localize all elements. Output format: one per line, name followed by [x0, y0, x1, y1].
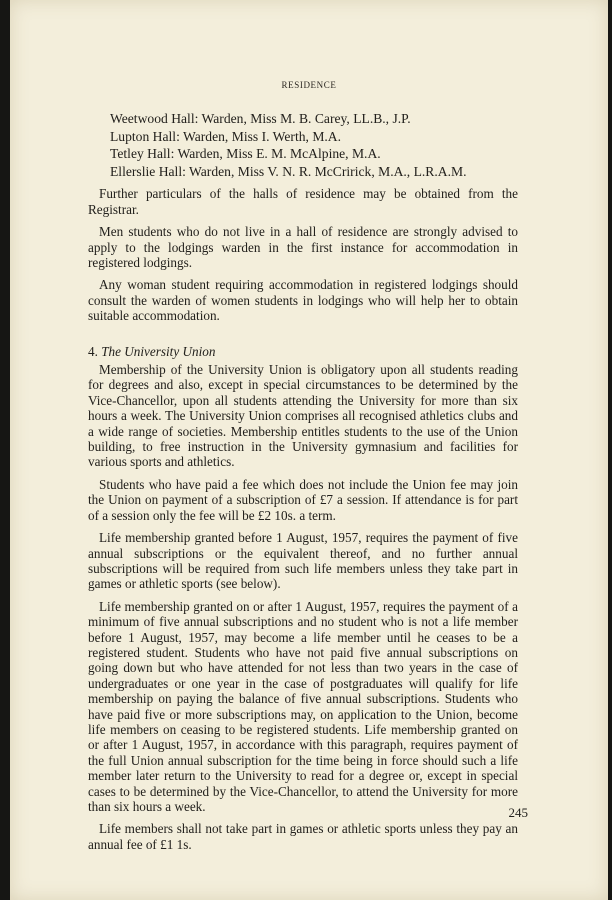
- paragraph: Further particulars of the halls of residence may be obtained from the Registrar.: [88, 186, 518, 217]
- section-heading: [88, 344, 518, 359]
- hall-entry: Tetley Hall: Warden, Miss E. M. McAlpine, M.A.: [110, 146, 381, 162]
- paragraph: Membership of the University Union is obligatory upon all students reading for degrees and also, except in special circumstances to be determined by the Vice-Chancellor, upon all students attending the University for more than six hours a week. The University Union comprises all recognised athletics clubs and a wide range of societies. Membership entitles students to the use of the Union building, to free instruction in the University gymnasium and facilities for various sports and athletics.: [88, 362, 518, 470]
- paragraph: Men students who do not live in a hall of residence are strongly advised to apply to the lodgings warden in the first instance for accommodation in registered lodgings.: [88, 224, 518, 270]
- page-body: [88, 110, 518, 859]
- paragraph: Life members shall not take part in games or athletic sports unless they pay an annual fee of £1 1s.: [88, 821, 518, 852]
- hall-entry: Lupton Hall: Warden, Miss I. Werth, M.A.: [110, 128, 342, 144]
- paragraph: Life membership granted before 1 August, 1957, requires the payment of five annual subscriptions or the equivalent thereof, and no further annual subscriptions will be required from such life members unless they take part in games or athletic sports (see below).: [88, 530, 518, 592]
- paragraph: Life membership granted on or after 1 August, 1957, requires the payment of a minimum of five annual subscriptions and no student who is not a life member before 1 August, 1957, may become a life member until he ceases to be a registered student. Students who have not paid five annual subscriptions on going down but who have attended for not less than two years in the case of undergraduates or one year in the case of postgraduates will qualify for life membership on paying the balance of five annual subscriptions. Students who have paid five or more subscriptions may, on application to the Union, become life members on ceasing to be registered students. Life membership granted on or after 1 August, 1957, in accordance with this paragraph, requires payment of the full Union annual subscription for the time being in force should such a life member later return to the University to read for a degree or, except in special cases to be determined by the Vice-Chancellor, to attend the University for more than six hours a week.: [88, 598, 518, 814]
- halls-list: [110, 110, 518, 180]
- hall-entry: Weetwood Hall: Warden, Miss M. B. Carey, LL.B., J.P.: [110, 111, 411, 126]
- paragraph: Any woman student requiring accommodation in registered lodgings should consult the warden of women students in lodgings who will help her to obtain suitable accommodation.: [88, 277, 518, 324]
- book-page: [10, 0, 608, 900]
- running-header: RESIDENCE: [281, 80, 337, 90]
- section-title: The University Union: [101, 343, 216, 359]
- paragraph: Students who have paid a fee which does not include the Union fee may join the Union on payment of a subscription of £7 a session. If attendance is for part of a session only the fee will be £2 10s. a term.: [88, 476, 518, 523]
- page-number: 245: [508, 805, 528, 820]
- section-number: 4.: [88, 343, 98, 359]
- hall-entry: Ellerslie Hall: Warden, Miss V. N. R. McCririck, M.A., L.R.A.M.: [110, 163, 467, 179]
